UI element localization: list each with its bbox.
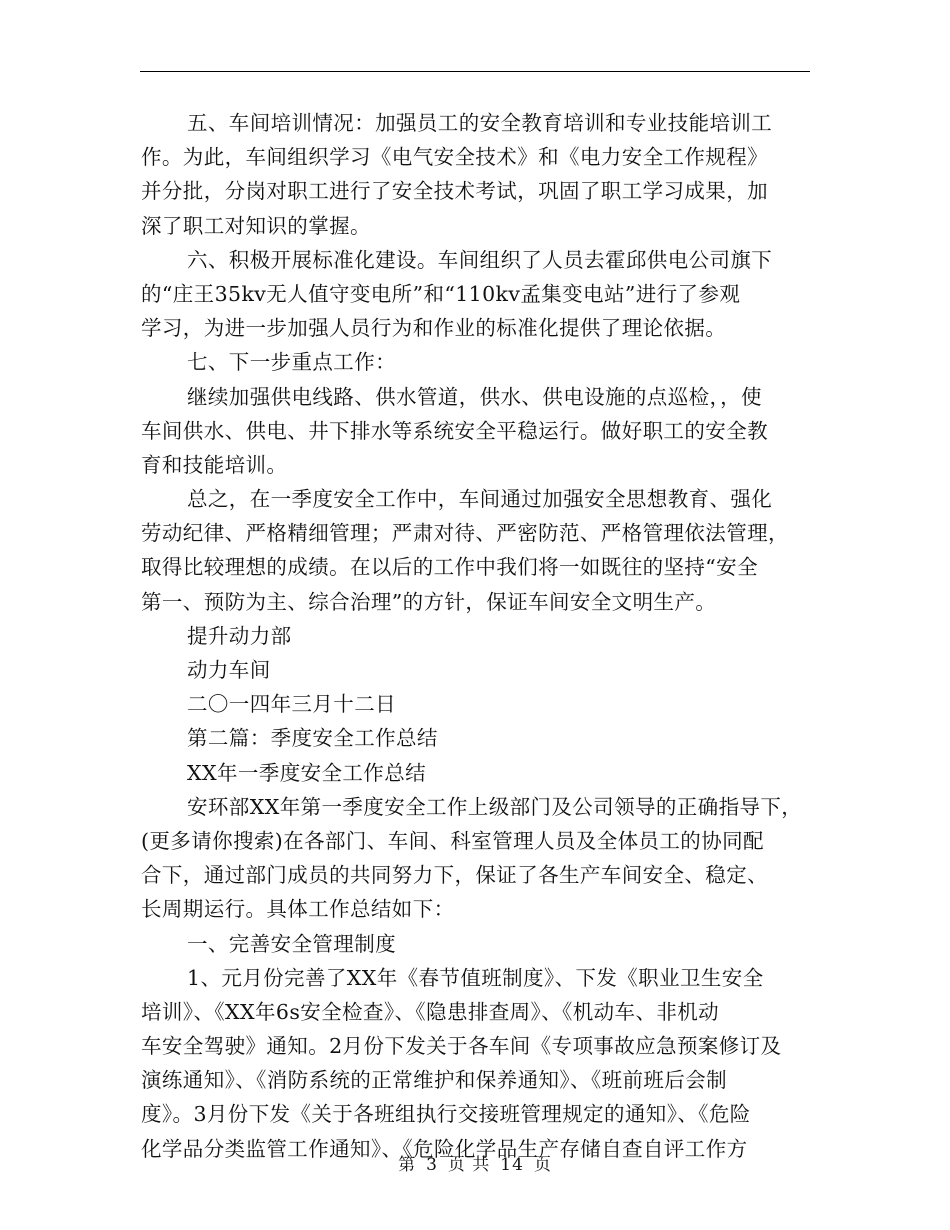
text-line: 第二篇：季度安全工作总结 bbox=[187, 726, 438, 751]
header-rule bbox=[140, 71, 810, 72]
text-line: 动力车间 bbox=[187, 658, 271, 682]
text-line: 育和技能培训。 bbox=[141, 452, 288, 477]
footer-page-number: 3 bbox=[426, 1155, 438, 1175]
footer-prefix: 第 bbox=[398, 1155, 417, 1175]
text-line: 第一、预防为主、综合治理”的方针，保证车间安全文明生产。 bbox=[141, 589, 717, 614]
text-line: 总之，在一季度安全工作中，车间通过加强安全思想教育、强化 bbox=[187, 487, 773, 512]
text-line: 车间供水、供电、井下排水等系统安全平稳运行。做好职工的安全教 bbox=[141, 418, 768, 443]
text-line: 合下，通过部门成员的共同努力下，保证了各生产车间安全、稳定、 bbox=[141, 863, 768, 888]
text-line: XX年一季度安全工作总结 bbox=[187, 760, 426, 785]
page-footer bbox=[0, 1150, 950, 1175]
text-line: 化学品分类监管工作通知》、《危险化学品生产存储自查自评工作方 bbox=[141, 1136, 748, 1161]
document-body bbox=[141, 106, 821, 1166]
footer-suffix: 页 bbox=[533, 1155, 552, 1175]
footer-middle: 页 共 bbox=[447, 1155, 491, 1175]
text-line: 作。为此，车间组织学习《电气安全技术》和《电力安全工作规程》 bbox=[141, 145, 768, 170]
text-line: 一、完善安全管理制度 bbox=[187, 931, 396, 956]
text-line: 五、车间培训情况：加强员工的安全教育培训和专业技能培训工 bbox=[187, 111, 773, 135]
text-line: 长周期运行。具体工作总结如下： bbox=[141, 897, 455, 922]
text-line: 度》。3月份下发《关于各班组执行交接班管理规定的通知》、《危险 bbox=[141, 1102, 751, 1127]
text-line: 培训》、《XX年6s安全检查》、《隐患排查周》、《机动车、非机动 bbox=[141, 999, 720, 1024]
text-line: 取得比较理想的成绩。在以后的工作中我们将一如既往的坚持“安全 bbox=[141, 555, 758, 580]
text-line: 继续加强供电线路、供水管道，供水、供电设施的点巡检，，使 bbox=[187, 384, 762, 409]
text-line: (更多请你搜索)在各部门、车间、科室管理人员及全体员工的协同配 bbox=[141, 828, 764, 853]
text-line: 车安全驾驶》通知。2月份下发关于各车间《专项事故应急预案修订及 bbox=[141, 1034, 782, 1059]
text-line: 并分批，分岗对职工进行了安全技术考试，巩固了职工学习成果，加 bbox=[141, 179, 768, 204]
text-line: 深了职工对知识的掌握。 bbox=[141, 213, 371, 238]
text-line: 提升动力部 bbox=[187, 623, 292, 648]
text-line: 二〇一四年三月十二日 bbox=[187, 692, 396, 717]
footer-total-pages: 14 bbox=[500, 1155, 524, 1175]
text-line: 劳动纪律、严格精细管理；严肃对待、严密防范、严格管理依法管理， bbox=[141, 521, 789, 546]
text-line: 七、下一步重点工作： bbox=[187, 350, 396, 375]
text-line: 安环部XX年第一季度安全工作上级部门及公司领导的正确指导下， bbox=[187, 794, 803, 819]
text-line: 学习，为进一步加强人员行为和作业的标准化提供了理论依据。 bbox=[141, 316, 727, 341]
text-line: 1、元月份完善了XX年《春节值班制度》、下发《职业卫生安全 bbox=[187, 965, 764, 990]
text-line: 演练通知》、《消防系统的正常维护和保养通知》、《班前班后会制 bbox=[141, 1068, 727, 1093]
text-line: 六、积极开展标准化建设。车间组织了人员去霍邱供电公司旗下 bbox=[187, 247, 773, 272]
text-line: 的“庄王35kv无人值守变电所”和“110kv孟集变电站”进行了参观 bbox=[141, 281, 741, 306]
